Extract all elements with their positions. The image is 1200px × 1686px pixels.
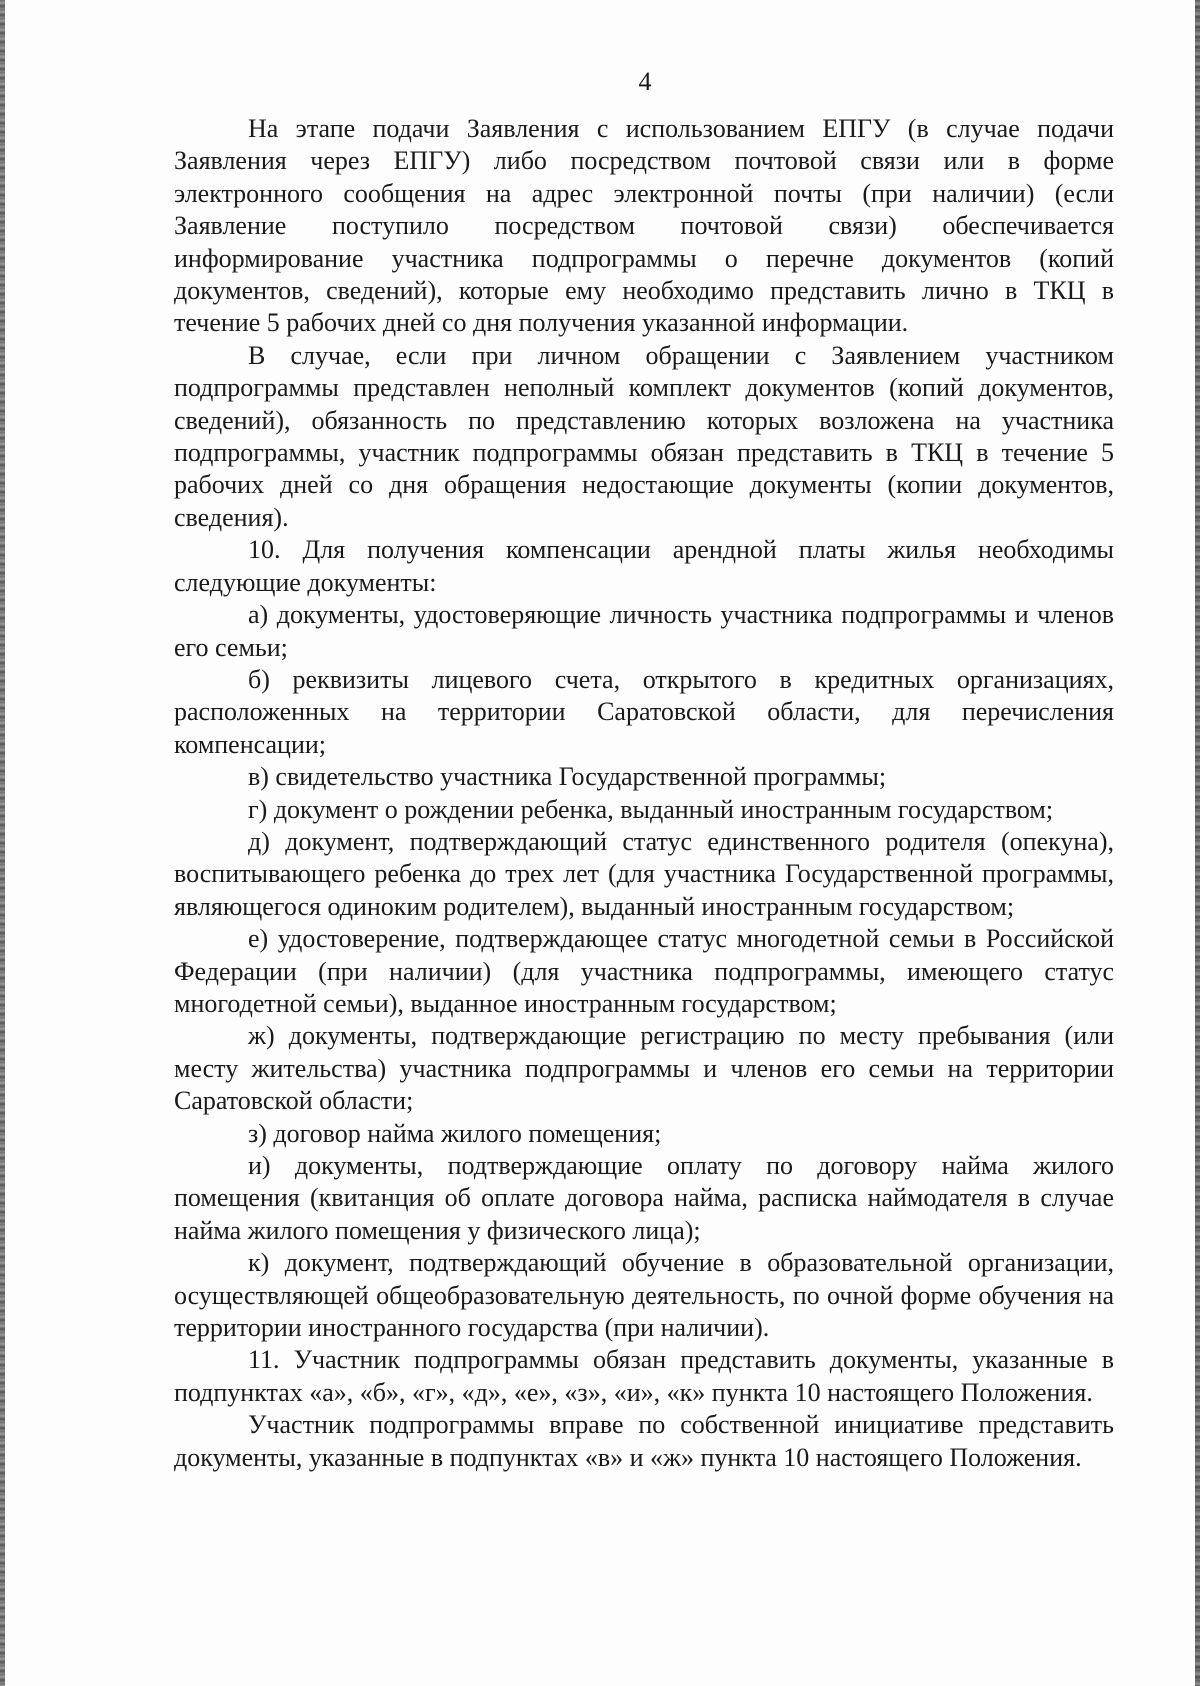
list-item-a: а) документы, удостоверяющие личность участника подпрограммы и членов его семьи;	[174, 600, 1114, 662]
list-item-v: в) свидетельство участника Государственной программы;	[248, 762, 887, 792]
list-item-z: з) договор найма жилого помещения;	[248, 1118, 662, 1148]
paragraph-item-10: 10. Для получения компенсации арендной платы жилья необходимы следующие документы:	[174, 535, 1114, 597]
list-item-e: е) удостоверение, подтверждающее статус многодетной семьи в Российской Федерации (при наличии) (для участника подпрограммы, имеющего статус многодетной семьи), выданное иностранным государством;	[174, 924, 1114, 1018]
paragraph-optional-documents: Участник подпрограммы вправе по собственной инициативе представить документы, указанные в подпунктах «в» и «ж» пункта 10 настоящего Положения.	[174, 1410, 1114, 1472]
list-item-i: и) документы, подтверждающие оплату по договору найма жилого помещения (квитанция об оплате договора найма, расписка наймодателя в случае найма жилого помещения у физического лица);	[174, 1151, 1114, 1245]
scan-edge-left	[0, 0, 5, 1686]
list-item-k: к) документ, подтверждающий обучение в образовательной организации, осуществляющей общеобразовательную деятельность, по очной форме обучения на территории иностранного государства (при наличии).	[174, 1248, 1114, 1343]
scan-edge-right	[1195, 0, 1200, 1686]
paragraph-intro-epgu: На этапе подачи Заявления с использованием ЕПГУ (в случае подачи Заявления через ЕПГУ) либо посредством почтовой связи или в форме электронного сообщения на адрес электронной почты (при наличии) (если Заявление поступило посредством почтовой связи) обеспечивается информирование участника подпрограммы о перечне документов (копий документов, сведений), которые ему необходимо представить лично в ТКЦ в течение 5 рабочих дней со дня получения указанной информации.	[174, 114, 1114, 338]
page-number: 4	[638, 67, 652, 96]
list-item-zh: ж) документы, подтверждающие регистрацию по месту пребывания (или месту жительства) участника подпрограммы и членов его семьи на территории Саратовской области;	[174, 1021, 1114, 1116]
paragraph-item-11: 11. Участник подпрограммы обязан представить документы, указанные в подпунктах «а», «б», «г», «д», «е», «з», «и», «к» пункта 10 настоящего Положения.	[174, 1345, 1114, 1407]
list-item-g: г) документ о рождении ребенка, выданный иностранным государством;	[248, 794, 1054, 824]
paragraph-incomplete-documents: В случае, если при личном обращении с Заявлением участником подпрограммы представлен неполный комплект документов (копий документов, сведений), обязанность по представлению которых возложена на участника подпрограммы, участник подпрограммы обязан представить в ТКЦ в течение 5 рабочих дней со дня обращения недостающие документы (копии документов, сведения).	[174, 340, 1114, 532]
document-body	[174, 113, 1114, 1474]
list-item-d: д) документ, подтверждающий статус единственного родителя (опекуна), воспитывающего ребенка до трех лет (для участника Государственной программы, являющегося одиноким родителем), выданный иностранным государством;	[174, 826, 1114, 921]
list-item-b: б) реквизиты лицевого счета, открытого в кредитных организациях, расположенных на территории Саратовской области, для перечисления компенсации;	[174, 664, 1114, 759]
